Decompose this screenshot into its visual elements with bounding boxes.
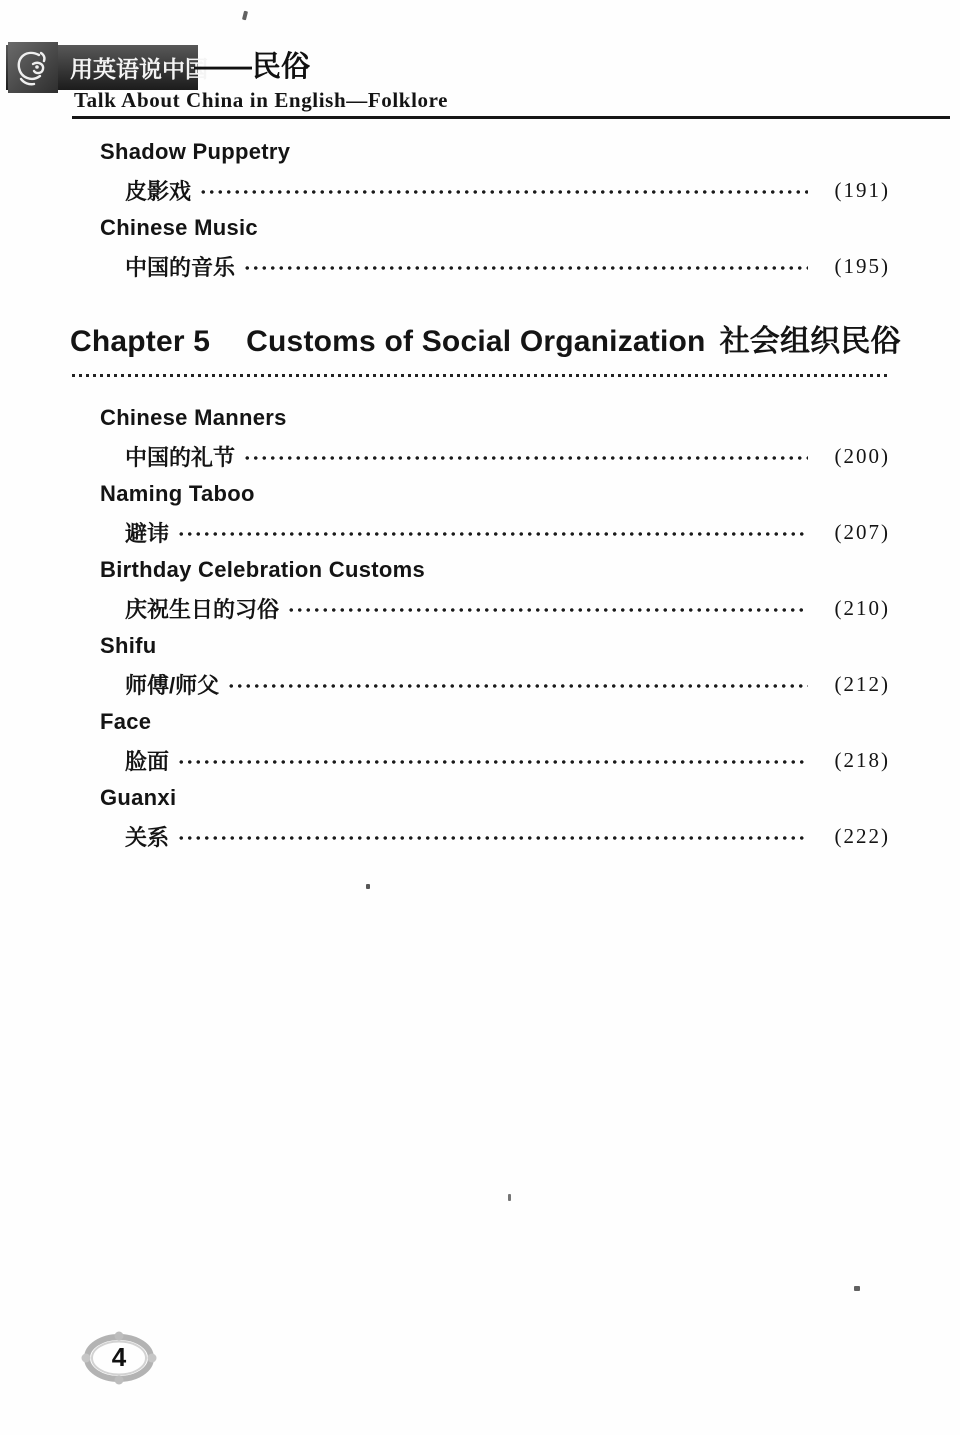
toc-section-top (100, 133, 890, 285)
toc-entry-title: Face (100, 709, 152, 734)
dot-leader (177, 833, 808, 843)
dot-leader (177, 757, 808, 767)
scan-speck (854, 1286, 860, 1291)
scan-speck (366, 884, 370, 889)
toc-entry-subtitle: 中国的音乐 (125, 254, 236, 280)
toc-entry-title: Naming Taboo (100, 481, 255, 506)
toc-entry-subtitle: 庆祝生日的习俗 (125, 596, 280, 622)
dot-leader (243, 263, 808, 273)
dot-leader (199, 187, 808, 197)
toc-entry-page: (195) (834, 253, 890, 278)
toc-entry-subrow (100, 513, 890, 551)
toc-entry-subtitle: 皮影戏 (125, 178, 192, 204)
toc-entry-subrow (100, 247, 890, 285)
toc-entry-page: (191) (834, 177, 890, 202)
toc-entry-subrow (100, 665, 890, 703)
toc-entry (100, 551, 890, 627)
toc-entry-page: (207) (834, 519, 890, 544)
toc-entry (100, 399, 890, 475)
dot-leader (243, 453, 808, 463)
scan-speck (508, 1194, 511, 1201)
toc-entry-title: Guanxi (100, 785, 177, 810)
toc-entry-title: Chinese Music (100, 215, 258, 240)
toc-entry-subtitle: 关系 (125, 824, 170, 850)
toc-section-chapter5 (100, 399, 890, 855)
toc-entry-title: Birthday Celebration Customs (100, 557, 426, 582)
chapter-title-en: Customs of Social Organization (246, 325, 706, 358)
toc-entry-page: (210) (834, 595, 890, 620)
chapter-heading (70, 316, 940, 360)
dot-leader (177, 529, 808, 539)
toc-entry-subtitle: 脸面 (125, 748, 170, 774)
toc-entry-page: (222) (834, 823, 890, 848)
toc-entry-subrow (100, 437, 890, 475)
dot-leader (227, 681, 808, 691)
toc-entry-title: Shifu (100, 633, 157, 658)
toc-entry (100, 133, 890, 209)
toc-entry-subrow (100, 171, 890, 209)
toc-entry (100, 703, 890, 779)
toc-entry (100, 627, 890, 703)
toc-entry-subtitle: 中国的礼节 (125, 444, 236, 470)
toc-entry (100, 475, 890, 551)
toc-entry-title: Chinese Manners (100, 405, 287, 430)
toc-entry (100, 209, 890, 285)
toc-entry-subrow (100, 741, 890, 779)
page-number-badge (80, 1330, 158, 1386)
toc-entry-page: (200) (834, 443, 890, 468)
header-rule (72, 116, 950, 119)
toc-entry-page: (218) (834, 747, 890, 772)
toc-entry-title: Shadow Puppetry (100, 139, 291, 164)
dragon-glyph (11, 45, 55, 90)
dragon-seal-icon (8, 42, 58, 93)
chapter-title-cn: 社会组织民俗 (719, 325, 901, 358)
toc-entry-subrow (100, 817, 890, 855)
scan-speck (242, 11, 248, 21)
toc-entry-subtitle: 师傅/师父 (125, 672, 220, 698)
dot-leader (287, 605, 808, 615)
series-title: 用英语说中国 (70, 56, 208, 82)
toc-entry-subrow (100, 589, 890, 627)
chapter-dotted-rule (72, 374, 890, 377)
chapter-label: Chapter 5 (70, 325, 211, 358)
toc-entry-page: (212) (834, 671, 890, 696)
toc-entry-subtitle: 避讳 (125, 520, 170, 546)
toc-entry (100, 779, 890, 855)
page-number: 4 (111, 1342, 127, 1372)
series-subtitle: ——民俗 (194, 51, 311, 83)
book-title: Talk About China in English—Folklore (74, 88, 449, 112)
